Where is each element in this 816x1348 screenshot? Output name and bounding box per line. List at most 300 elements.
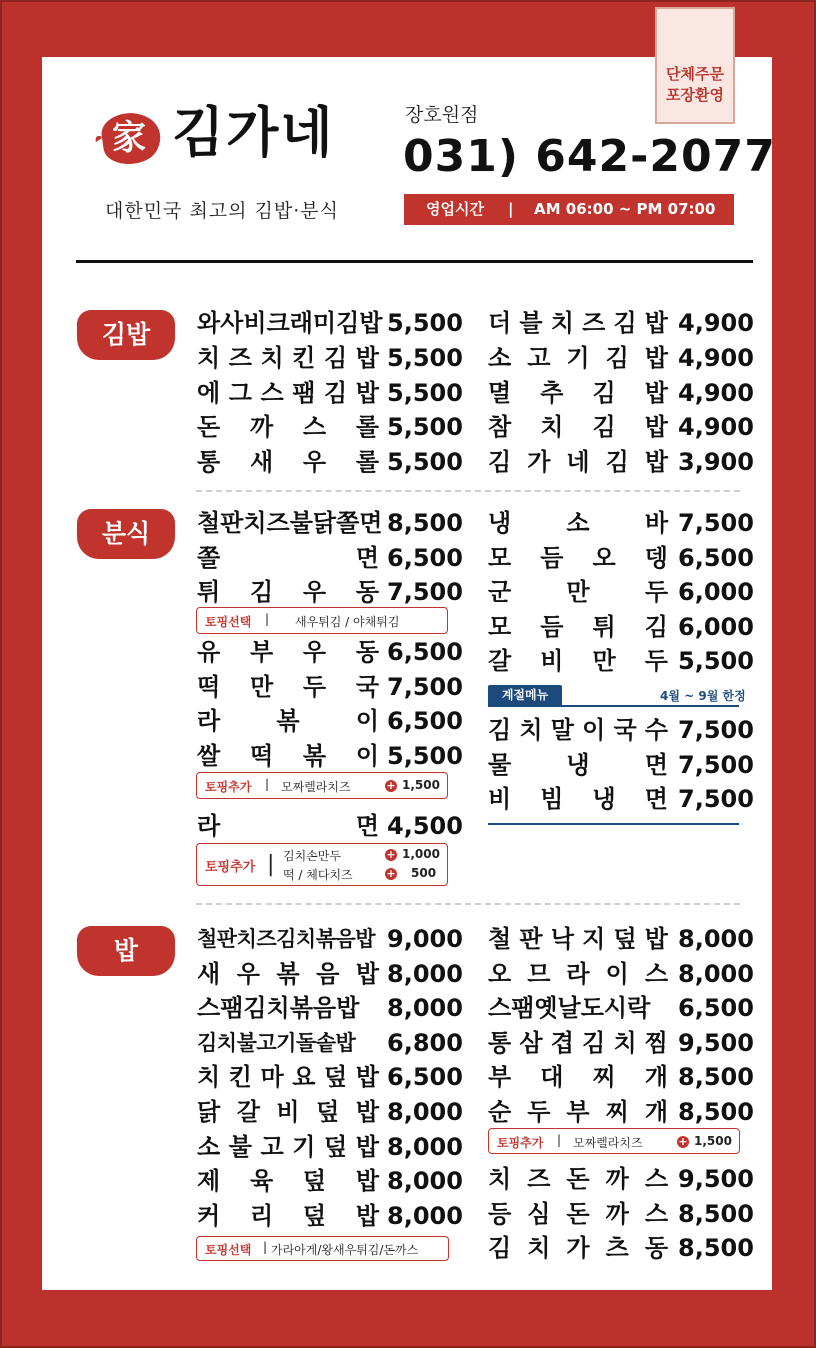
menu-item-name-part: 찜 [644, 1028, 668, 1057]
menu-item-name-part: 쫄 [197, 543, 221, 572]
topping-price: + 1,000 [386, 847, 440, 861]
menu-item-name-part: 모 [488, 612, 512, 641]
topping-select-label: 토핑선택 [205, 1243, 252, 1257]
menu-item-name [488, 1060, 668, 1094]
ribbon-line-2: 포장환영 [666, 86, 724, 104]
menu-item-name-part: 뎅 [644, 543, 668, 572]
menu-item-name-part: 치 [519, 716, 543, 744]
menu-item-price: 4,500 [387, 812, 463, 840]
menu-item-name-part: 밥 [644, 448, 668, 477]
menu-item-name-part: 비 [276, 1098, 300, 1126]
menu-item-name [197, 922, 379, 956]
menu-item-name [488, 922, 668, 956]
topping-select-box [196, 1236, 449, 1261]
menu-item-name-part: 밥 [644, 925, 668, 953]
menu-item-price: 5,500 [387, 309, 463, 337]
menu-item-name-part: 치 [260, 343, 284, 372]
menu-item-name-part: 볶 [302, 741, 327, 770]
menu-item-name [488, 644, 668, 678]
menu-item-name [197, 341, 379, 375]
menu-item-name-part: 모 [488, 543, 512, 572]
menu-item-price: 8,000 [387, 994, 463, 1023]
menu-item-name-part: 김 [644, 612, 668, 641]
menu-item-name-part: 국 [613, 716, 637, 744]
menu-item-name-part: 이 [355, 707, 379, 736]
tagline: 대한민국 최고의 김밥·분식 [105, 200, 340, 222]
menu-item-price: 4,900 [678, 413, 754, 442]
menu-item-price: 4,900 [678, 343, 754, 372]
menu-item-name-part: 밥 [355, 1098, 379, 1126]
menu-item-name-part: 면 [644, 785, 668, 814]
menu-item-name-part: 라 [566, 959, 590, 988]
menu-item-name-part: 밥 [355, 1063, 379, 1092]
menu-item-name-part: 돈 [566, 1165, 590, 1193]
plus-icon: + [386, 778, 396, 792]
menu-item-name [488, 957, 668, 991]
topping-price: + 1,500 [386, 778, 440, 792]
menu-item-name [197, 306, 383, 340]
menu-item-name-part: 동 [355, 578, 379, 607]
logo-emblem [92, 108, 166, 168]
menu-item-name-part: 바 [644, 509, 668, 537]
menu-item-name [488, 410, 668, 444]
topping-separator: | [263, 1240, 268, 1254]
menu-item-name-part: 김 [488, 716, 512, 744]
menu-item-name-part: 롤 [355, 413, 379, 442]
menu-item-name-part: 더 [488, 309, 512, 337]
menu-item-name-part: 추 [540, 378, 564, 407]
menu-item-name-part: 고 [527, 343, 551, 372]
menu-item-name [197, 1026, 379, 1060]
menu-item-name-part: 만 [249, 672, 274, 701]
menu-item-price: 7,500 [678, 750, 754, 779]
plus-icon: + [386, 847, 396, 861]
menu-item-name-part: 까 [605, 1165, 629, 1193]
menu-item-price: 8,000 [387, 1098, 463, 1126]
topping-price: + 1,500 [678, 1134, 732, 1148]
menu-item-name-part: 제 [197, 1167, 221, 1196]
menu-item-name-part: 김 [605, 448, 629, 477]
menu-item-name [488, 991, 668, 1025]
menu-item-name-part: 덮 [316, 1098, 340, 1126]
menu-item-name-part: 찌 [605, 1098, 629, 1126]
topping-options: 새우튀김 / 야채튀김 [295, 615, 400, 629]
menu-item-name-part: 김 [592, 413, 616, 442]
menu-item-name-part: 부 [566, 1098, 590, 1126]
menu-item-name-part: 유 [197, 638, 221, 666]
menu-item-name-part: 이 [582, 716, 606, 744]
menu-item-name-part: 개 [644, 1098, 668, 1126]
menu-item-name-part: 갈 [236, 1098, 260, 1126]
menu-item-name-part: 빔 [540, 785, 564, 814]
menu-item-price: 8,500 [678, 1199, 754, 1228]
menu-item-name-part: 두 [527, 1098, 551, 1126]
menu-item-name-part: 스 [302, 413, 327, 442]
menu-item-name-part: 오 [592, 543, 616, 572]
seasonal-bottom-rule [488, 823, 739, 825]
topping-price: + 500 [386, 866, 437, 880]
menu-item-name [488, 306, 668, 340]
topping-add-box [196, 843, 448, 886]
menu-item-name-part: 츠 [605, 1234, 629, 1263]
menu-item-name [488, 575, 668, 609]
menu-item-name-part: 갈 [488, 647, 512, 676]
menu-item-name-part: 불 [228, 1132, 252, 1161]
menu-item-name [197, 1060, 379, 1094]
menu-item-name-part: 밥 [355, 1201, 379, 1230]
menu-item-name-part: 덮 [613, 925, 637, 953]
menu-item-name-part: 새 [249, 448, 274, 477]
category-bunsik: 분식 [77, 509, 175, 559]
menu-item-price: 8,000 [387, 1201, 463, 1230]
menu-item-price: 8,000 [387, 1167, 463, 1196]
menu-item-name-part: 소 [566, 509, 590, 537]
menu-item-name [488, 1197, 668, 1231]
menu-item-name-part: 우 [302, 638, 327, 666]
header-divider [76, 260, 753, 263]
menu-item-price: 7,500 [387, 672, 463, 701]
menu-item-price: 8,000 [387, 959, 463, 988]
menu-item-name-part: 겹 [550, 1028, 574, 1057]
plus-icon: + [678, 1134, 688, 1148]
menu-item-name-part: 면 [355, 812, 379, 840]
menu-item-name-part: 철판치즈김치볶음밥 [197, 927, 376, 951]
menu-item-name [488, 610, 668, 644]
menu-item-name-part: 면 [644, 750, 668, 779]
menu-item-name-part: 소 [197, 1132, 221, 1161]
menu-item-name-part: 이 [605, 959, 629, 988]
menu-item-price: 5,500 [387, 413, 463, 442]
menu-item-price: 6,500 [678, 994, 754, 1023]
menu-item-price: 8,500 [678, 1234, 754, 1263]
menu-item-name-part: 커 [197, 1201, 221, 1230]
menu-item-name-part: 쌀 [197, 741, 221, 770]
menu-item-name [488, 445, 668, 479]
menu-item-name-part: 기 [292, 1132, 316, 1161]
menu-item-name-part: 등 [488, 1199, 512, 1228]
menu-item-name-part: 대 [540, 1063, 564, 1092]
menu-item-name-part: 마 [260, 1063, 284, 1092]
menu-item-name-part: 낙 [550, 925, 574, 953]
menu-item-name-part: 고 [260, 1132, 284, 1161]
menu-item-name [197, 957, 379, 991]
menu-item-name [488, 341, 668, 375]
category-bap: 밥 [77, 926, 175, 976]
seasonal-period: 4월 ~ 9월 한정 [660, 689, 746, 703]
menu-item-name-part: 판 [519, 925, 543, 953]
menu-item-name-part: 떡 [197, 672, 221, 701]
menu-item-name-part: 멸 [488, 378, 512, 407]
topping-separator: | [557, 1133, 562, 1147]
menu-item-name-part: 치 [550, 309, 574, 337]
menu-item-price: 6,000 [678, 578, 754, 607]
menu-item-name-part: 김 [613, 309, 637, 337]
menu-item-name-part: 부 [249, 638, 274, 666]
menu-item-name [488, 713, 668, 747]
menu-item-name-part: 밥 [355, 1167, 379, 1196]
menu-item-name-part: 치 [540, 413, 564, 442]
menu-item-price: 8,000 [678, 959, 754, 988]
menu-item-name-part: 말 [550, 716, 574, 744]
hours-separator: | [508, 200, 514, 218]
business-hours [404, 194, 734, 225]
menu-item-price: 7,500 [678, 716, 754, 744]
menu-item-name [488, 506, 668, 540]
menu-item-name-part: 에 [197, 378, 221, 407]
menu-item-price: 5,500 [387, 448, 463, 477]
menu-item-name-part: 오 [488, 959, 512, 988]
menu-item-name-part: 요 [292, 1063, 316, 1092]
menu-item-price: 8,000 [678, 925, 754, 953]
menu-item-name-part: 동 [644, 1234, 668, 1263]
menu-item-name-part: 와사비크래미김밥 [197, 309, 383, 337]
hours-label: 영업시간 [426, 200, 484, 218]
menu-item-name-part: 우 [302, 578, 327, 607]
menu-item-name-part: 육 [249, 1167, 274, 1196]
menu-item-name-part: 동 [355, 638, 379, 666]
topping-add-box [196, 772, 448, 799]
menu-item-name-part: 밥 [355, 378, 379, 407]
menu-item-name-part: 밥 [355, 343, 379, 372]
menu-item-name-part: 김 [488, 448, 512, 477]
menu-item-name-part: 덮 [302, 1201, 327, 1230]
hours-value: AM 06:00 ~ PM 07:00 [534, 200, 716, 218]
menu-item-name-part: 이 [355, 741, 379, 770]
menu-item-name-part: 그 [228, 378, 252, 407]
menu-item-name-part: 즈 [228, 343, 252, 372]
menu-item-name-part: 킨 [228, 1063, 252, 1092]
menu-item-name-part: 팸 [292, 378, 316, 407]
menu-item-name-part: 돈 [566, 1199, 590, 1228]
menu-item-name-part: 김 [324, 378, 348, 407]
menu-item-name-part: 참 [488, 413, 512, 442]
menu-item-name-part: 밥 [644, 309, 668, 337]
menu-item-name-part: 네 [566, 448, 590, 477]
menu-item-name-part: 냉 [566, 750, 590, 779]
menu-item-name-part: 라 [197, 812, 221, 840]
menu-item-price: 9,000 [387, 925, 463, 953]
menu-item-name-part: 스 [644, 1165, 668, 1193]
menu-item-name-part: 두 [644, 647, 668, 676]
menu-item-price: 6,500 [387, 707, 463, 736]
menu-item-name-part: 기 [566, 343, 590, 372]
menu-item-name-part: 닭 [197, 1098, 221, 1126]
topping-add-label: 토핑추가 [205, 860, 256, 875]
menu-item-name-part: 가 [566, 1234, 590, 1263]
menu-item-price: 7,500 [678, 509, 754, 537]
menu-item-price: 6,500 [678, 543, 754, 572]
menu-item-name [197, 575, 379, 609]
topping-options: 가라아게/왕새우튀김/돈까스 [271, 1243, 419, 1257]
menu-item-name-part: 두 [644, 578, 668, 607]
menu-item-name-part: 부 [488, 1063, 512, 1092]
menu-item-name-part: 만 [592, 647, 616, 676]
menu-item-name-part: 까 [605, 1199, 629, 1228]
menu-item-name-part: 지 [582, 925, 606, 953]
menu-item-name [488, 541, 668, 575]
topping-item: 모짜렐라치즈 [573, 1136, 643, 1150]
menu-item-name-part: 밥 [644, 343, 668, 372]
menu-item-name-part: 치 [613, 1028, 637, 1057]
menu-item-name [488, 1026, 668, 1060]
menu-item-name-part: 스 [644, 1199, 668, 1228]
menu-item-name-part: 덮 [324, 1063, 348, 1092]
menu-item-price: 5,500 [678, 647, 754, 676]
menu-item-name-part: 비 [540, 647, 564, 676]
menu-item-name-part: 스 [644, 959, 668, 988]
menu-item-name-part: 소 [488, 343, 512, 372]
topping-item: 김치손만두 [283, 849, 341, 863]
menu-item-name-part: 통 [488, 1028, 512, 1057]
topping-separator: | [267, 852, 275, 877]
menu-item-name-part: 리 [249, 1201, 274, 1230]
menu-item-name-part: 라 [197, 707, 221, 736]
menu-item-name-part: 수 [644, 716, 668, 744]
menu-item-name-part: 치 [197, 1063, 221, 1092]
menu-item-name-part: 냉 [488, 509, 512, 537]
menu-item-name-part: 치 [197, 343, 221, 372]
menu-item-name-part: 면 [355, 543, 379, 572]
menu-item-name [197, 506, 383, 540]
menu-item-name-part: 치 [527, 1234, 551, 1263]
menu-item-name [197, 1164, 379, 1198]
menu-item-name-part: 볶 [276, 959, 300, 988]
menu-item-name-part: 개 [644, 1063, 668, 1092]
menu-item-name [197, 991, 379, 1025]
menu-item-name-part: 새 [197, 959, 221, 988]
menu-item-price: 6,000 [678, 612, 754, 641]
menu-item-name-part: 철 [488, 925, 512, 953]
menu-item-price: 4,900 [678, 378, 754, 407]
menu-item-name-part: 군 [488, 578, 512, 607]
menu-item-name [197, 1130, 379, 1164]
menu-item-name [488, 376, 668, 410]
menu-item-name-part: 킨 [292, 343, 316, 372]
branch-name: 장호원점 [405, 104, 479, 126]
menu-item-price: 5,500 [387, 741, 463, 770]
section-divider [196, 903, 740, 905]
menu-item-name-part: 김 [582, 1028, 606, 1057]
menu-item-price: 5,500 [387, 343, 463, 372]
menu-item-name-part: 덮 [302, 1167, 327, 1196]
topping-add-label: 토핑추가 [497, 1136, 544, 1150]
topping-add-label: 토핑추가 [205, 780, 252, 794]
menu-item-name-part: 순 [488, 1098, 512, 1126]
menu-item-name [197, 1095, 379, 1129]
menu-item-name [197, 410, 379, 444]
topping-item: 모짜렐라치즈 [281, 780, 351, 794]
menu-item-name-part: 밥 [355, 1132, 379, 1161]
menu-item-name-part: 김 [592, 378, 616, 407]
menu-item-name-part: 김 [488, 1234, 512, 1263]
menu-item-name-part: 롤 [355, 448, 379, 477]
menu-item-price: 6,500 [387, 543, 463, 572]
menu-item-name-part: 스팸김치볶음밥 [197, 994, 360, 1023]
menu-item-name-part: 튀 [197, 578, 221, 607]
menu-item-name [488, 1231, 668, 1265]
menu-item-name-part: 까 [249, 413, 274, 442]
menu-item-name-part: 국 [355, 672, 379, 701]
menu-item-name-part: 밥 [355, 959, 379, 988]
topping-select-box [196, 607, 448, 634]
menu-item-name-part: 우 [236, 959, 260, 988]
menu-item-name-part: 통 [197, 448, 221, 477]
menu-item-name-part: 므 [527, 959, 551, 988]
menu-item-name-part: 튀 [592, 612, 616, 641]
topping-item: 떡 / 체다치즈 [283, 868, 353, 882]
menu-item-price: 7,500 [387, 578, 463, 607]
menu-item-name-part: 밥 [644, 413, 668, 442]
menu-item-name [488, 782, 668, 816]
menu-item-price: 9,500 [678, 1165, 754, 1193]
menu-item-price: 7,500 [678, 785, 754, 814]
menu-item-name [197, 376, 379, 410]
menu-item-name-part: 김 [249, 578, 274, 607]
menu-item-price: 8,500 [678, 1098, 754, 1126]
menu-item-name-part: 덮 [324, 1132, 348, 1161]
topping-select-label: 토핑선택 [205, 615, 252, 629]
topping-add-box [488, 1128, 740, 1154]
category-kimbap: 김밥 [77, 310, 175, 360]
menu-item-name-part: 냉 [592, 785, 616, 814]
menu-item-name [197, 445, 379, 479]
menu-item-name-part: 블 [519, 309, 543, 337]
menu-item-name-part: 김 [324, 343, 348, 372]
menu-item-name-part: 즈 [527, 1165, 551, 1193]
menu-item-name-part: 김치불고기돌솥밥 [197, 1030, 356, 1055]
menu-item-name [488, 748, 668, 782]
menu-item-name-part: 물 [488, 750, 512, 779]
menu-item-name-part: 듬 [540, 543, 564, 572]
menu-item-name-part: 만 [566, 578, 590, 607]
menu-item-name-part: 즈 [582, 309, 606, 337]
menu-item-name-part: 스팸옛날도시락 [488, 994, 651, 1023]
menu-item-name-part: 음 [316, 959, 340, 988]
logo-char: 家 [112, 118, 146, 158]
menu-item-price: 8,500 [387, 509, 463, 537]
menu-item-name [488, 1162, 668, 1196]
menu-item-name-part: 듬 [540, 612, 564, 641]
menu-item-name-part: 치 [488, 1165, 512, 1193]
menu-item-name [197, 809, 379, 843]
menu-item-name-part: 철판치즈불닭쫄면 [197, 509, 383, 537]
menu-item-name [197, 1199, 379, 1233]
phone-number[interactable]: 031) 642-2077 [403, 131, 776, 182]
topping-separator: | [265, 777, 270, 791]
menu-item-price: 8,000 [387, 1132, 463, 1161]
menu-item-name-part: 김 [605, 343, 629, 372]
menu-item-price: 9,500 [678, 1028, 754, 1057]
menu-item-name-part: 두 [302, 672, 327, 701]
menu-item-name-part: 밥 [644, 378, 668, 407]
topping-separator: | [265, 612, 270, 626]
plus-icon: + [386, 866, 396, 880]
menu-item-name [197, 739, 379, 773]
menu-item-name [197, 541, 379, 575]
menu-item-price: 3,900 [678, 448, 754, 477]
menu-item-name [488, 1095, 668, 1129]
store-name: 김가네 [172, 101, 335, 164]
menu-item-name-part: 떡 [249, 741, 274, 770]
menu-item-name [197, 704, 379, 738]
menu-item-price: 8,500 [678, 1063, 754, 1092]
menu-item-name-part: 볶 [276, 707, 300, 736]
menu-item-name [197, 635, 379, 669]
menu-item-name-part: 삼 [519, 1028, 543, 1057]
menu-item-name-part: 돈 [197, 413, 221, 442]
section-divider [196, 490, 740, 492]
seasonal-top-rule [488, 705, 739, 707]
